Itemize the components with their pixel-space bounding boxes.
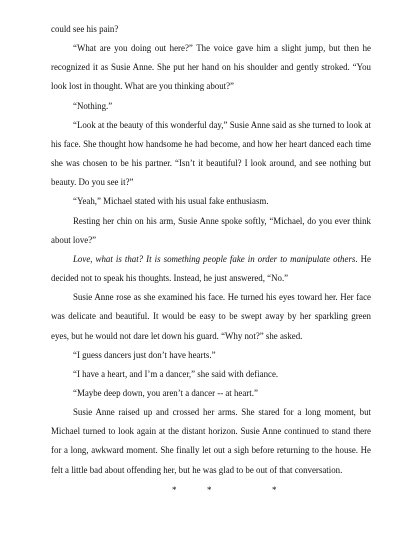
italic-thought: Love, what is that? It is something people fake in order to manipulate others — [73, 253, 356, 264]
paragraph: Resting her chin on his arm, Susie Anne spoke softly, “Michael, do you ever think about love?” — [51, 215, 371, 245]
paragraph: “I guess dancers just don’t have hearts.” — [73, 349, 216, 360]
paragraph: “Nothing.” — [73, 100, 113, 111]
body-text — [51, 20, 371, 480]
paragraph: Susie Anne raised up and crossed her arms. She stared for a long moment, but Michael turned to look again at the distant horizon. Susie Anne continued to stand there for a long, awkward moment. She finally let out a sigh before returning to the house. He felt a little bad about offending her, but he was glad to be out of that conversation. — [51, 407, 371, 475]
paragraph-rest: . He decided not to speak his thoughts. Instead, he just answered, “No.” — [51, 253, 371, 284]
paragraph — [51, 250, 371, 288]
scene-break-asterisk: * — [272, 485, 277, 495]
paragraph: could see his pain? — [51, 24, 119, 34]
paragraph: “Maybe deep down, you aren’t a dancer -- at heart.” — [73, 387, 258, 398]
paragraph: “I have a heart, and I’m a dancer,” she said with defiance. — [73, 368, 279, 379]
paragraph: Susie Anne rose as she examined his face. He turned his eyes toward her. Her face was delicate and beautiful. It would be easy to be swept away by her sparkling green eyes, but he would not dare let down his guard. “Why not?” she asked. — [51, 292, 371, 341]
scene-break-asterisk: * — [172, 485, 177, 495]
scene-break-asterisk: * — [207, 485, 212, 495]
scene-break — [0, 485, 420, 497]
paragraph: “What are you doing out here?” The voice gave him a slight jump, but then he recognized it as Susie Anne. She put her hand on his shoulder and gently stroked. “You look lost in thought. What are you thinking about?” — [51, 43, 371, 92]
paragraph: “Look at the beauty of this wonderful day,” Susie Anne said as she turned to look at his face. She thought how handsome he had become, and how her heart danced each time she was chosen to be his partner. “Isn’t it beautiful? I look around, and see nothing but beauty. Do you see it?” — [51, 119, 371, 188]
paragraph: “Yeah,” Michael stated with his usual fake enthusiasm. — [73, 196, 269, 207]
